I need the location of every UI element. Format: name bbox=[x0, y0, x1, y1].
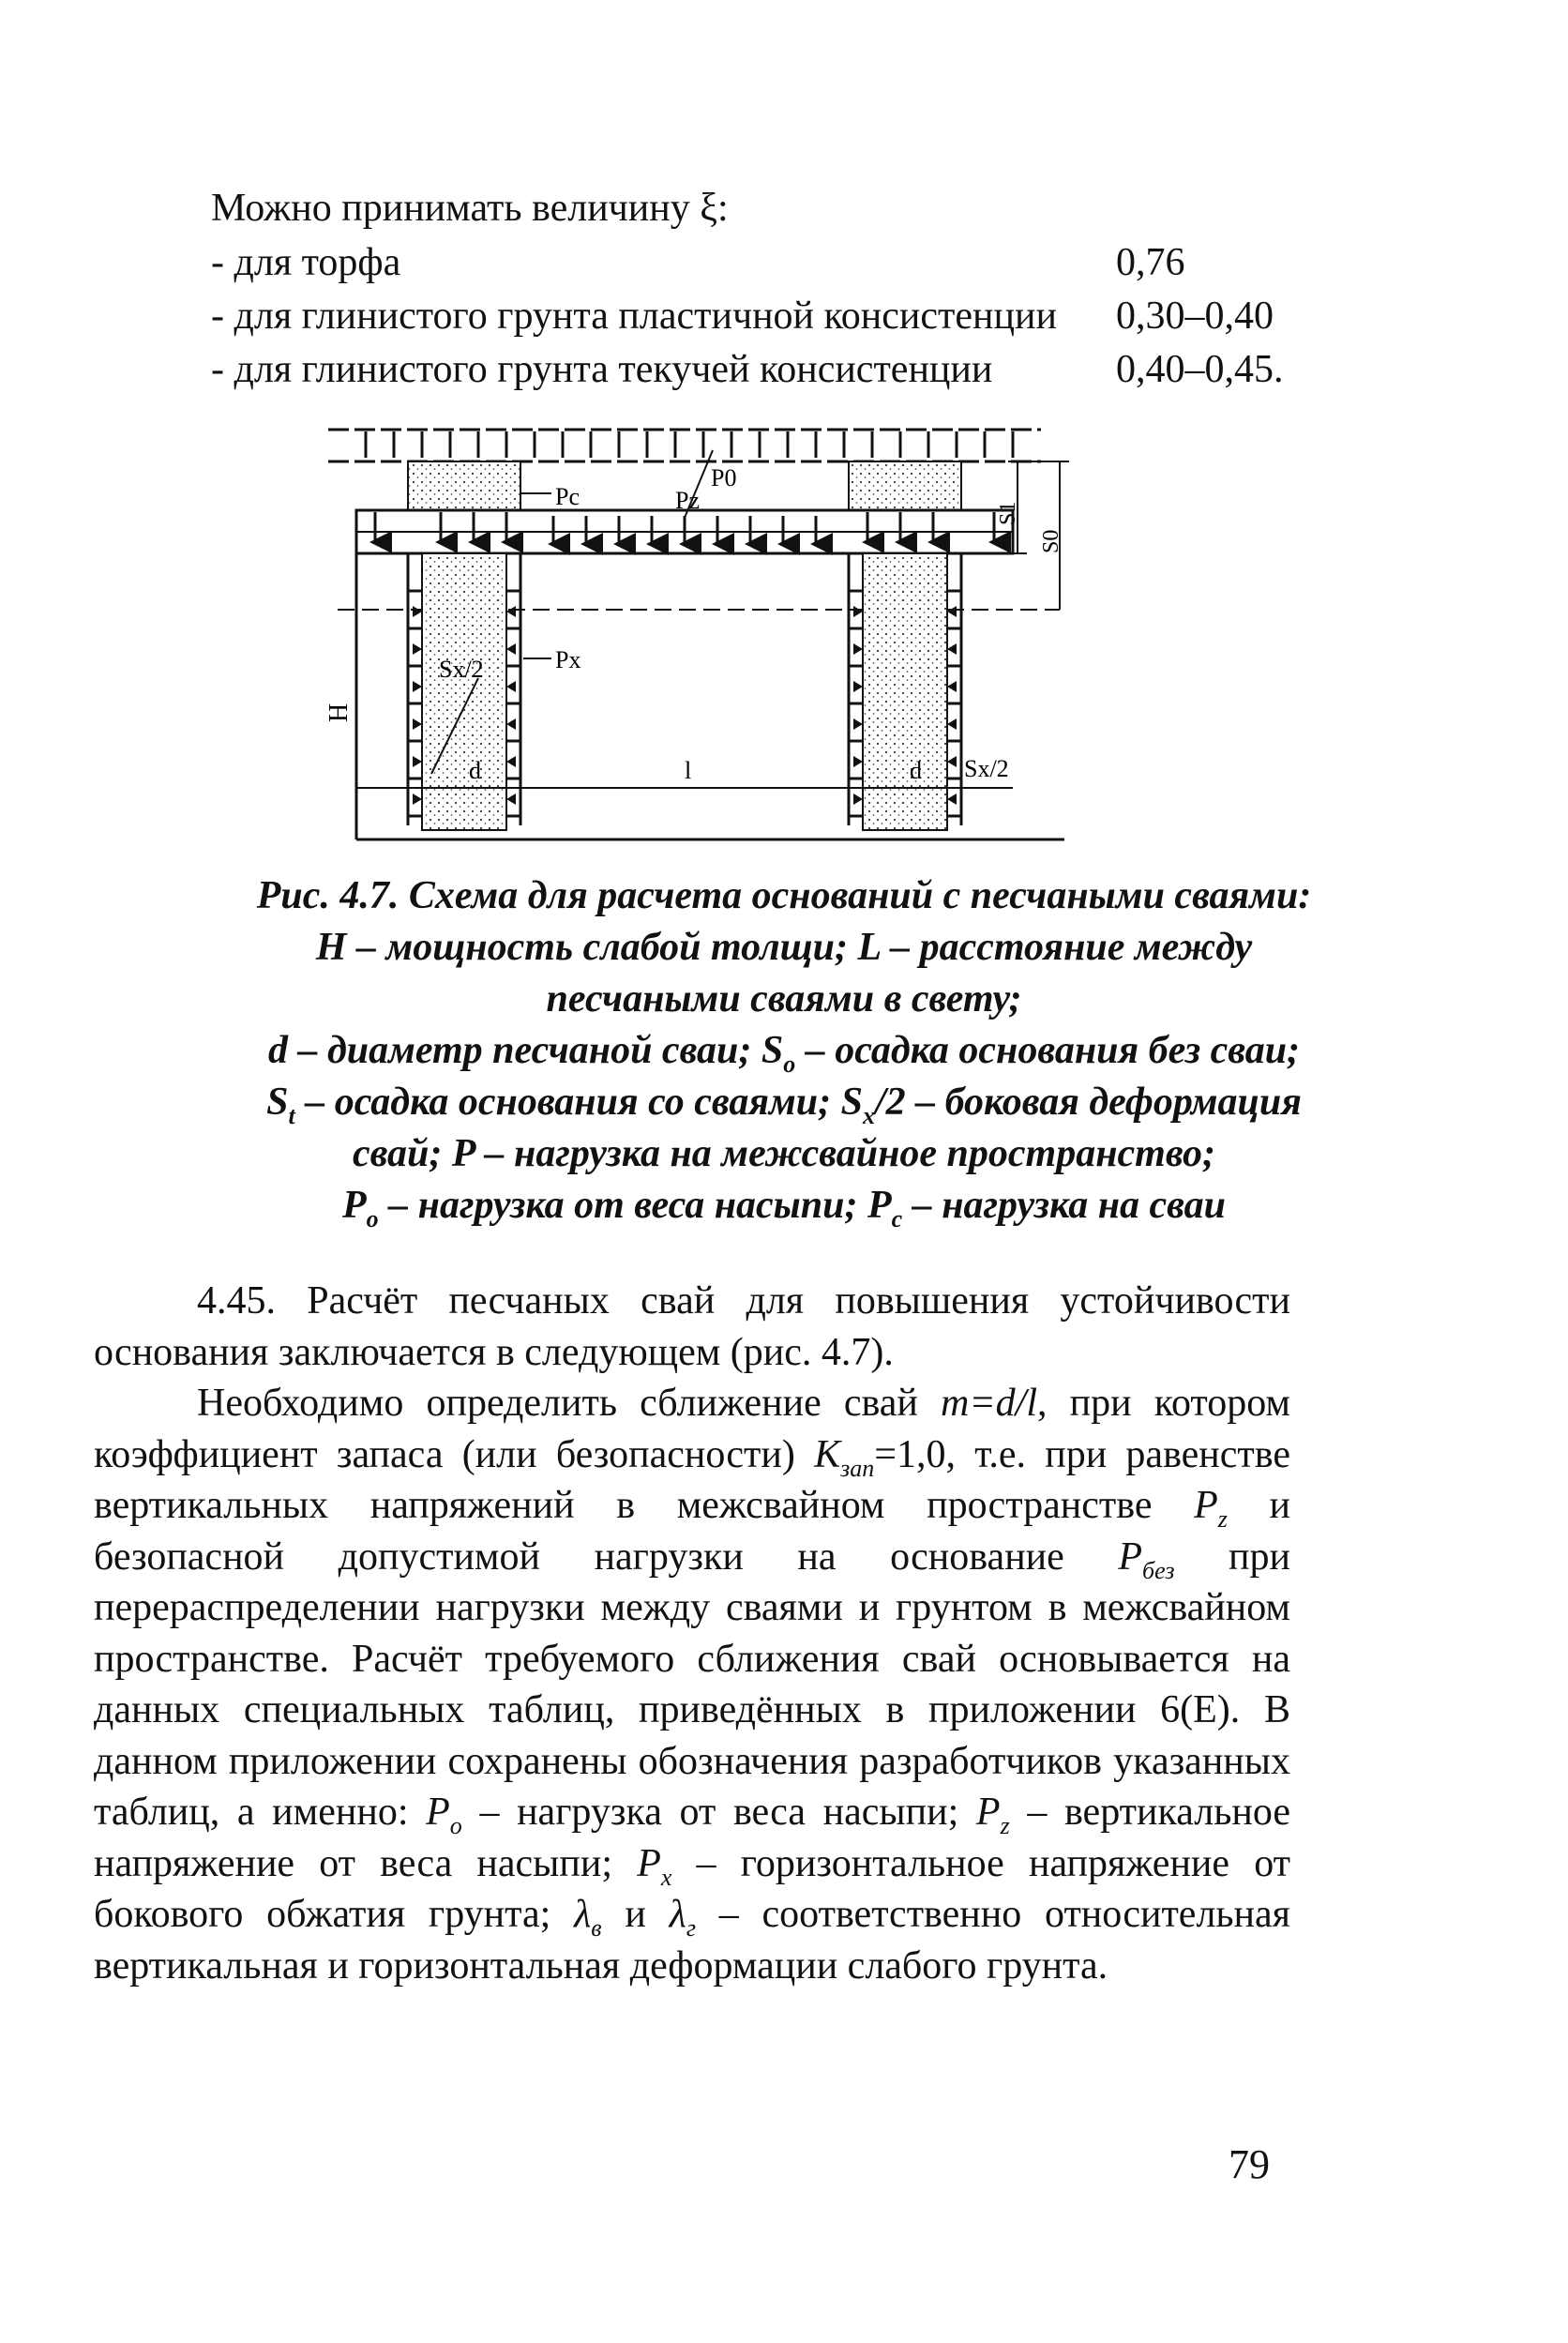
intro-row-value: 0,76 bbox=[1116, 241, 1185, 284]
pz-label: Pz bbox=[675, 487, 700, 514]
s1-label: S1 bbox=[996, 501, 1020, 525]
body-text bbox=[94, 1276, 1290, 1991]
p0-label: P0 bbox=[711, 464, 737, 491]
caption-line: $P_o$ – нагрузка от веса насыпи; $P_c$ – нагрузка на сваи bbox=[342, 1184, 1226, 1232]
left-pile-cap bbox=[408, 461, 520, 510]
figure-caption bbox=[94, 870, 1474, 1232]
caption-line: Рис. 4.7. Схема для расчета оснований с песчаными сваями: bbox=[256, 874, 1312, 917]
intro-row-value: 0,30–0,40 bbox=[1116, 295, 1274, 338]
sx-half-right-label: Sx/2 bbox=[964, 755, 1009, 782]
caption-line: свай; P – нагрузка на межсвайное пространство; bbox=[352, 1132, 1216, 1175]
caption-line: $S_t$ – осадка основания со сваями; $S_x/2$ – боковая деформация bbox=[266, 1081, 1302, 1129]
page-number: 79 bbox=[1229, 2141, 1270, 2187]
d-left-label: d bbox=[469, 757, 481, 784]
caption-line: d – диаметр песчаной сваи; $S_o$ – осадка основания без сваи; bbox=[267, 1029, 1301, 1078]
pc-label: Pc bbox=[555, 483, 580, 510]
s0-label: S0 bbox=[1039, 529, 1063, 553]
intro-row-label: - для глинистого грунта текучей консистенции bbox=[211, 348, 993, 391]
top-load-arrows bbox=[366, 431, 1013, 458]
intro-row-value: 0,40–0,45. bbox=[1116, 348, 1284, 391]
paragraph-main: Необходимо определить сближение свай m=d/l, при котором коэффициент запаса (или безопасности) $K_{зап}=1,0$, т.е. при равенстве вертикальных напряжений в межсвайном пространстве $P_z$ и безопасной допустимой нагрузки на основание $P_{без}$ при перераспределении нагрузки между сваями и грунтом в межсвайном пространстве. Расчёт требуемого сближения свай основывается на данных специальных таблиц, приведённых в приложении 6(Е). В данном приложении сохранены обозначения разработчиков указанных таблиц, а именно: $P_o$ – нагрузка от веса насыпи; $P_z$ – вертикальное напряжение от веса насыпи; $P_x$ – горизонтальное напряжение от бокового обжатия грунта; $\lambda_в$ и $\lambda_г$ – соответственно относительная вертикальная и горизонтальная деформации слабого грунта. bbox=[94, 1382, 1291, 1988]
l-label: l bbox=[685, 757, 692, 784]
px-label: Px bbox=[555, 646, 581, 673]
d-right-label: d bbox=[910, 757, 922, 784]
caption-line: песчаными сваями в свету; bbox=[546, 977, 1022, 1020]
intro-row-label: - для глинистого грунта пластичной консистенции bbox=[211, 295, 1057, 338]
paragraph-4-45: 4.45. Расчёт песчаных свай для повышения устойчивости основания заключается в следующем (рис. 4.7). bbox=[94, 1279, 1290, 1374]
sx-half-left-label: Sx/2 bbox=[439, 656, 484, 683]
caption-line: H – мощность слабой толщи; L – расстояние между bbox=[315, 926, 1253, 969]
intro-heading: Можно принимать величину ξ: bbox=[211, 187, 729, 230]
sand-piles-diagram bbox=[319, 413, 1107, 844]
right-pile-cap bbox=[849, 461, 961, 510]
h-label: H bbox=[324, 703, 354, 722]
intro-row-label: - для торфа bbox=[211, 241, 401, 284]
